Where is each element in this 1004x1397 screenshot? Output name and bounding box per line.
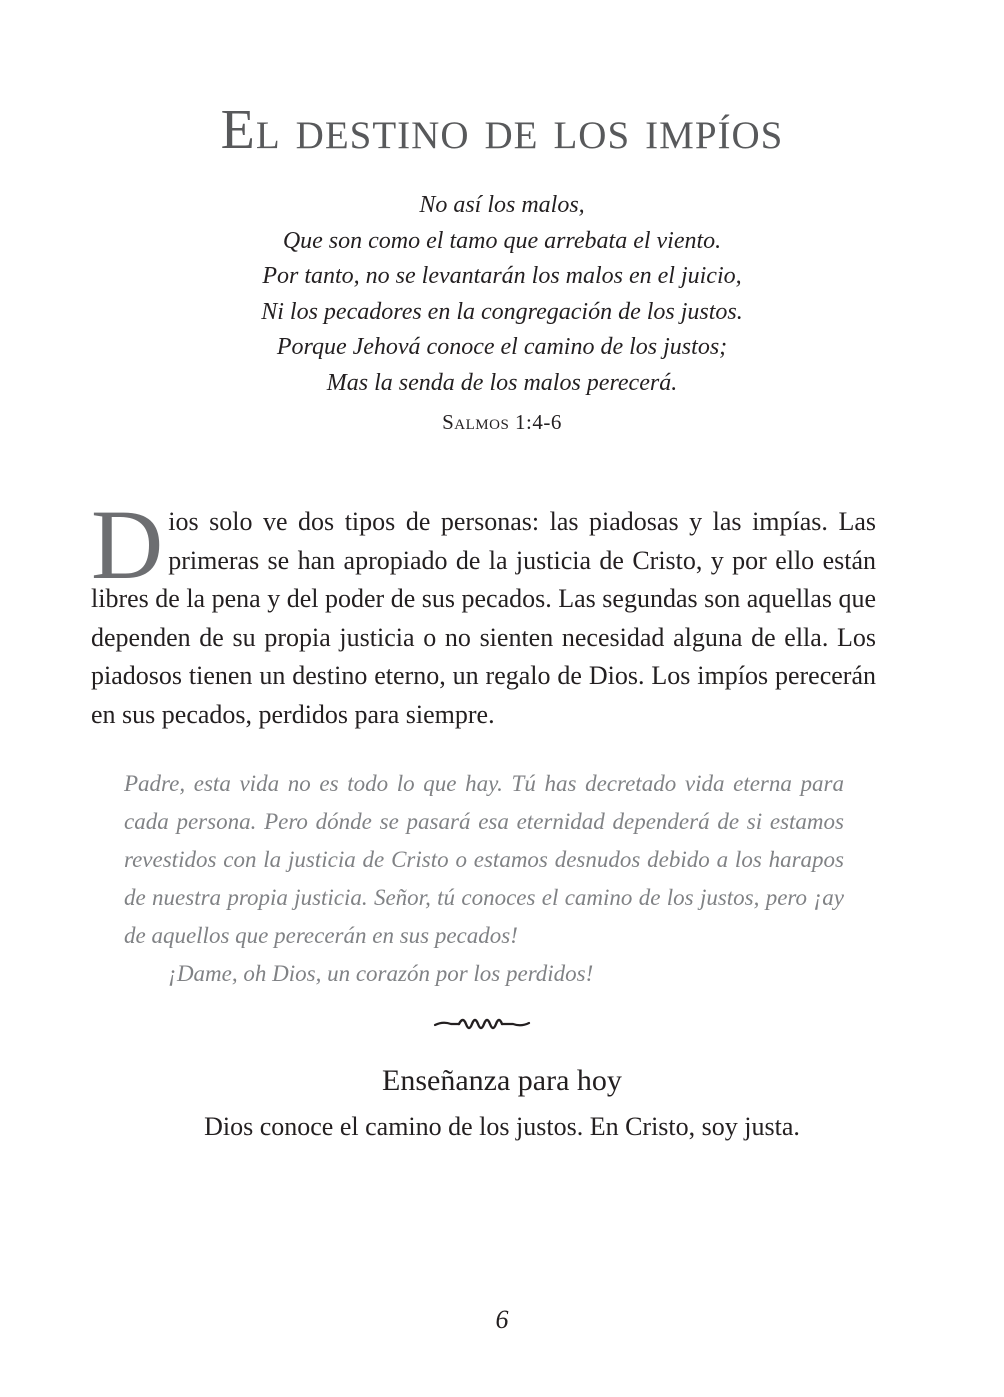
page-number: 6 xyxy=(495,1305,509,1334)
lesson-text: Dios conoce el camino de los justos. En Cristo, soy justa. xyxy=(204,1112,800,1141)
verse-line: Por tanto, no se levantarán los malos en el juicio, xyxy=(262,263,742,289)
body-text: ios solo ve dos tipos de personas: las piadosas y las impías. Las primeras se han apropiado de la justicia de Cristo, y por ello están libres de la pena y del poder de sus pecados. Las segundas son aquellas que dependen de su propia justicia o no sienten necesidad alguna de ella. Los piadosos tienen un destino eterno, un regalo de Dios. Los impíos perecerán en sus pecados, perdidos para siempre. xyxy=(91,507,876,729)
lesson-heading: Enseñanza para hoy xyxy=(382,1064,622,1097)
verse-line: Que son como el tamo que arrebata el viento. xyxy=(282,227,722,254)
flourish-divider-icon xyxy=(433,1012,531,1036)
scripture-reference: Salmos 1:4-6 xyxy=(442,410,562,434)
drop-cap: D xyxy=(91,489,164,600)
prayer-block xyxy=(124,765,844,993)
scripture-verse xyxy=(0,188,1004,401)
prayer-paragraph: Padre, esta vida no es todo lo que hay. Tú has decretado vida eterna para cada persona. Pero dónde se pasará esa eternidad dependerá de si estamos revestidos con la justicia de Cristo o estamos desnudos debido a los harapos de nuestra propia justicia. Señor, tú conoces el camino de los justos, pero ¡ay de aquellos que perecerán en sus pecados! xyxy=(124,771,844,948)
page-title: El destino de los impíos xyxy=(220,99,784,161)
verse-line: Ni los pecadores en la congregación de los justos. xyxy=(261,298,743,325)
verse-line: Mas la senda de los malos perecerá. xyxy=(326,369,678,396)
body-paragraph xyxy=(91,489,876,734)
prayer-closing: ¡Dame, oh Dios, un corazón por los perdidos! xyxy=(168,961,594,986)
verse-line: No así los malos, xyxy=(419,192,585,218)
verse-line: Porque Jehová conoce el camino de los justos; xyxy=(276,334,728,360)
